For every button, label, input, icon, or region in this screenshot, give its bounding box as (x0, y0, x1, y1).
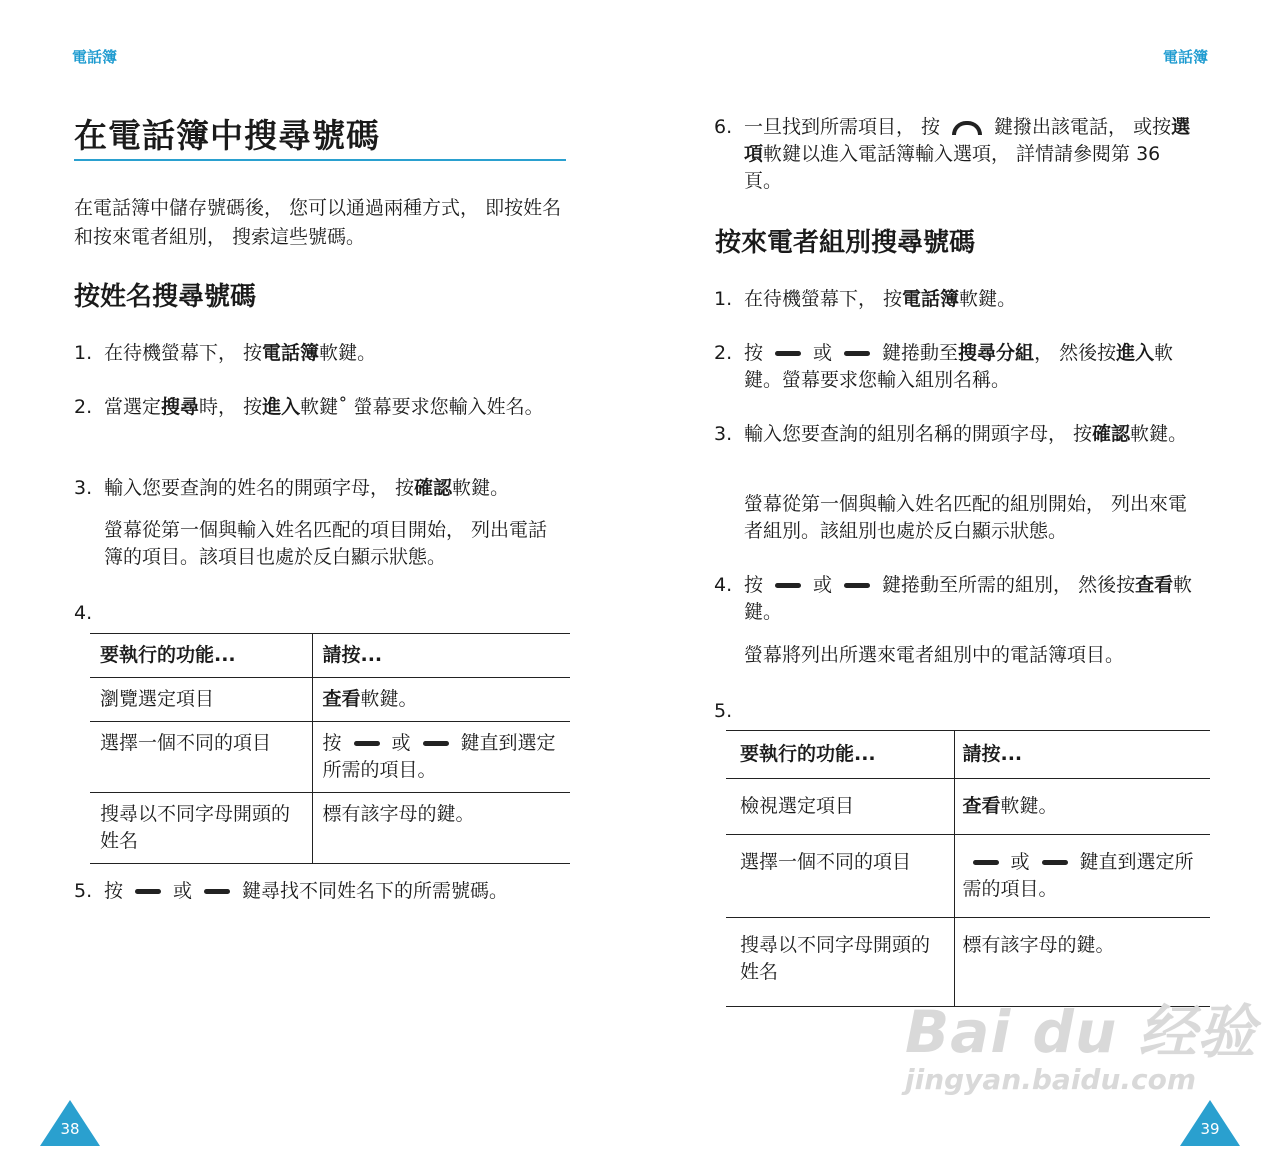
step-text: 鍵捲動至所需的組別， 然後按 (882, 574, 1136, 596)
step-text: 輸入您要查詢的姓名的開頭字母， 按 (104, 477, 415, 499)
step-number: 3. (714, 423, 733, 445)
page-number-badge (40, 1100, 100, 1146)
cell-bold: 查看 (962, 795, 1001, 817)
step-number: 1. (74, 342, 93, 364)
step-text: 軟鍵以進入電話簿輸入選項， 詳情請參閱第 36 頁。 (744, 143, 1161, 192)
step-number: 4. (714, 574, 733, 596)
table-row (90, 722, 570, 793)
step-bold: 進入 (262, 396, 301, 418)
up-key-icon (775, 583, 801, 588)
step-bold: 電話簿 (902, 288, 960, 310)
step-text: 按 (744, 342, 764, 364)
table-cell (312, 678, 570, 722)
step-2 (714, 340, 1206, 394)
watermark-logo-text: Bai du 经验 (905, 998, 1257, 1066)
step-bold: 選項 (744, 116, 1191, 165)
step-text: ， 然後按 (1034, 342, 1117, 364)
table-header-row (726, 731, 1210, 779)
step-number: 2. (74, 396, 93, 418)
table-cell (954, 835, 1210, 918)
step-number: 4. (74, 602, 93, 624)
table-row (726, 835, 1210, 918)
step-text: 或 (813, 342, 833, 364)
up-key-icon (775, 351, 801, 356)
table-header-cell: 請按... (962, 743, 1023, 765)
function-table (726, 730, 1210, 1007)
cell-text: 軟鍵。 (360, 688, 418, 710)
up-key-icon (973, 860, 999, 865)
step-bold: 確認 (414, 477, 453, 499)
table-cell: 搜尋以不同字母開頭的姓名 (90, 793, 312, 864)
step-text: 當選定 (104, 396, 162, 418)
cell-text: 軟鍵。 (1000, 795, 1058, 817)
cell-text: 或 (1010, 851, 1030, 873)
step-text: 一旦找到所需項目， 按 (744, 116, 941, 138)
step-1 (714, 286, 1204, 313)
up-key-icon (135, 889, 161, 894)
down-key-icon (844, 351, 870, 356)
step-text: 軟鍵˚ 螢幕要求您輸入姓名。 (300, 396, 544, 418)
table-cell: 選擇一個不同的項目 (726, 835, 954, 918)
section-title: 按來電者組別搜尋號碼 (715, 228, 976, 258)
table-row (90, 678, 570, 722)
down-key-icon (1042, 860, 1068, 865)
step-text: 或 (173, 880, 193, 902)
table-row (726, 779, 1210, 835)
down-key-icon (423, 741, 449, 746)
table-cell: 選擇一個不同的項目 (90, 722, 312, 793)
table-cell: 瀏覽選定項目 (90, 678, 312, 722)
step-text: 按 (744, 574, 764, 596)
step-5 (74, 878, 574, 905)
step-3 (74, 475, 574, 502)
step-4-note: 螢幕將列出所選來電者組別中的電話簿項目。 (744, 644, 1125, 666)
step-3-note: 螢幕從第一個與輸入姓名匹配的組別開始， 列出來電者組別。該組別也處於反白顯示狀態。 (744, 493, 1188, 542)
step-6 (714, 114, 1204, 195)
page-header: 電話簿 (72, 48, 118, 66)
function-table (90, 633, 570, 864)
step-text: 鍵尋找不同姓名下的所需號碼。 (242, 880, 509, 902)
step-text: 軟鍵。 (1130, 423, 1188, 445)
step-number: 5. (74, 880, 93, 902)
page-header: 電話簿 (1162, 48, 1208, 66)
page-number: 38 (60, 1120, 80, 1138)
step-bold: 查看 (1135, 574, 1174, 596)
cell-text: 鍵直到選定所需的項目。 (322, 732, 556, 781)
step-text: 軟鍵。 (959, 288, 1017, 310)
table-header-cell: 要執行的功能... (90, 634, 312, 678)
step-number: 6. (714, 116, 733, 138)
step-text: 按 (104, 880, 124, 902)
step-3-note: 螢幕從第一個與輸入姓名匹配的項目開始， 列出電話簿的項目。該項目也處於反白顯示狀態。 (104, 519, 548, 568)
page-title: 在電話簿中搜尋號碼 (74, 110, 566, 161)
cell-text: 或 (391, 732, 411, 754)
step-text: 軟鍵。 (744, 574, 1193, 623)
step-text: 輸入您要查詢的組別名稱的開頭字母， 按 (744, 423, 1093, 445)
table-cell (954, 779, 1210, 835)
down-key-icon (204, 889, 230, 894)
table-cell: 標有該字母的鍵。 (322, 803, 475, 825)
step-4 (714, 572, 1206, 626)
step-bold: 進入 (1116, 342, 1155, 364)
baidu-watermark (905, 985, 1256, 1096)
step-2 (74, 394, 569, 421)
down-key-icon (844, 583, 870, 588)
step-text: 軟鍵。 (319, 342, 377, 364)
step-1 (74, 340, 569, 367)
step-text: 在待機螢幕下， 按 (744, 288, 903, 310)
step-bold: 電話簿 (262, 342, 320, 364)
step-bold: 搜尋 (161, 396, 200, 418)
intro-paragraph: 在電話簿中儲存號碼後， 您可以通過兩種方式， 即按姓名和按來電者組別， 搜索這些號碼。 (74, 197, 562, 248)
cell-bold: 查看 (322, 688, 361, 710)
table-header-cell: 要執行的功能... (726, 731, 954, 779)
step-text: 鍵捲動至 (882, 342, 959, 364)
step-text: 或 (813, 574, 833, 596)
table-row (90, 793, 570, 864)
page-number: 39 (1200, 1120, 1220, 1138)
step-number: 5. (714, 700, 733, 722)
step-text: 鍵撥出該電話， 或按 (994, 116, 1172, 138)
step-text: 軟鍵。螢幕要求您輸入組別名稱。 (744, 342, 1174, 391)
call-key-icon (952, 121, 982, 135)
step-3 (714, 421, 1204, 448)
step-text: 軟鍵。 (452, 477, 510, 499)
table-cell: 標有該字母的鍵。 (962, 934, 1115, 956)
page-number-badge (1180, 1100, 1240, 1146)
step-bold: 確認 (1092, 423, 1131, 445)
step-number: 1. (714, 288, 733, 310)
table-header-row (90, 634, 570, 678)
step-text: 在待機螢幕下， 按 (104, 342, 263, 364)
table-cell (312, 722, 570, 793)
step-bold: 搜尋分組 (958, 342, 1035, 364)
section-title: 按姓名搜尋號碼 (74, 282, 257, 312)
cell-text: 鍵直到選定所需的項目。 (962, 851, 1194, 900)
up-key-icon (354, 741, 380, 746)
table-cell: 搜尋以不同字母開頭的姓名 (726, 918, 954, 1007)
table-cell: 檢視選定項目 (726, 779, 954, 835)
table-header-cell: 請按... (322, 644, 383, 666)
step-number: 2. (714, 342, 733, 364)
watermark-url: jingyan.baidu.com (905, 1063, 1197, 1096)
step-text: 時， 按 (199, 396, 263, 418)
cell-text: 按 (322, 732, 342, 754)
step-number: 3. (74, 477, 93, 499)
